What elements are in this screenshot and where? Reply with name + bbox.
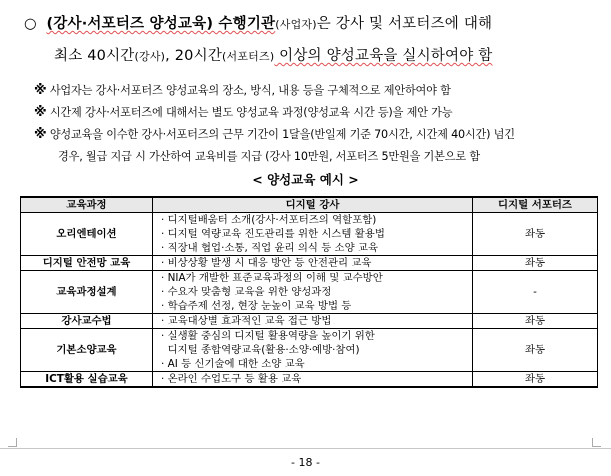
header-instructor: 디지털 강사: [153, 197, 473, 213]
row-content: [153, 314, 473, 329]
heading-part1-small: (사업자): [275, 18, 317, 31]
heading-line2-c: 이상의 양성교육을 실시하여야 함: [274, 48, 493, 64]
heading-part1: (강사·서포터즈 양성교육) 수행기관: [46, 16, 276, 32]
table-row: [21, 213, 598, 256]
content-item: · 온라인 수업도구 등 활용 교육: [161, 373, 302, 385]
header-supporter: 디지털 서포터즈: [473, 197, 598, 213]
content-item: · 디지털배움터 소개(강사·서포터즈의 역할포함): [161, 214, 377, 226]
heading-part1-tail: 은 강사 및 서포터즈에 대해: [316, 16, 493, 32]
row-content: [153, 271, 473, 314]
content-item: · 학습주제 선정, 현장 눈높이 교육 방법 등: [161, 300, 352, 312]
row-supporter: -: [473, 271, 598, 314]
note-3-cont: [58, 148, 480, 164]
note-mark: ※: [34, 127, 47, 142]
content-item: · AI 등 신기술에 대한 소양 교육: [161, 358, 305, 370]
education-table: [20, 196, 598, 388]
note-text: 양성교육을 이수한 강사·서포터즈의 근무 기간이 1달을(반일제 기준 70시간, 시간제 40시간) 넘긴: [49, 128, 515, 141]
row-content: [153, 256, 473, 271]
row-supporter: 좌동: [473, 329, 598, 372]
note-text: 사업자는 강사·서포터즈 양성교육의 장소, 방식, 내용 등을 구체적으로 제안하여야 함: [49, 84, 451, 97]
heading-line2-a: 최소 40시간: [54, 48, 135, 64]
note-text-cont: 경우, 월급 지급 시 가산하여 교육비를 지급 (강사 10만원, 서포터즈 5만원을 기본으로 함: [58, 150, 480, 163]
row-category: 교육과정설계: [21, 271, 153, 314]
content-item: 디지털 종합역량교육(활용·소양·예방·참여): [161, 344, 360, 356]
content-item: · 수요자 맞춤형 교육을 위한 양성과정: [161, 286, 332, 298]
table-row: [21, 329, 598, 372]
content-item: · 실생활 중심의 디지털 활용역량을 높이기 위한: [161, 330, 375, 342]
heading-bullet: ○: [24, 16, 37, 32]
row-category: 강사교수법: [21, 314, 153, 329]
row-content: [153, 213, 473, 256]
note-text: 시간제 강사·서포터즈에 대해서는 별도 양성교육 과정(양성교육 시간 등)을 제안 가능: [49, 106, 453, 119]
content-item: · NIA가 개발한 표준교육과정의 이해 및 교수방안: [161, 272, 383, 284]
row-category: 기본소양교육: [21, 329, 153, 372]
row-category: 디지털 안전망 교육: [21, 256, 153, 271]
row-content: [153, 372, 473, 388]
note-1: [34, 82, 451, 98]
crop-mark: [592, 438, 601, 447]
row-supporter: 좌동: [473, 314, 598, 329]
table-caption: < 양성교육 예시 >: [252, 172, 359, 187]
table-row: [21, 314, 598, 329]
content-item: · 교육대상별 효과적인 교육 접근 방법: [161, 315, 332, 327]
page-break-line: [0, 448, 611, 449]
table-row: [21, 256, 598, 271]
content-item: · 비상상황 발생 시 대응 방안 등 안전관리 교육: [161, 257, 372, 269]
note-2: [34, 104, 452, 120]
row-category: ICT활용 실습교육: [21, 372, 153, 388]
row-supporter: 좌동: [473, 213, 598, 256]
note-mark: ※: [34, 105, 47, 120]
row-content: [153, 329, 473, 372]
crop-mark: [8, 438, 17, 447]
table-row: [21, 372, 598, 388]
row-category: 오리엔테이션: [21, 213, 153, 256]
heading-line-1: [24, 12, 492, 33]
content-item: · 디지털 역량교육 진도관리를 위한 시스템 활용법: [161, 228, 385, 240]
table-header-row: [21, 197, 598, 213]
heading-line2-a-small: (강사): [134, 50, 166, 63]
row-supporter: 좌동: [473, 256, 598, 271]
note-mark: ※: [34, 83, 47, 98]
row-supporter: 좌동: [473, 372, 598, 388]
table-row: [21, 271, 598, 314]
heading-line-2: [54, 44, 492, 65]
heading-line2-b: , 20시간: [165, 48, 223, 64]
page-number: - 18 -: [291, 456, 320, 469]
note-3: [34, 126, 515, 142]
header-course: 교육과정: [21, 197, 153, 213]
content-item: · 직장내 협업·소통, 직업 윤리 의식 등 소양 교육: [161, 242, 379, 254]
heading-line2-b-small: (서포터즈): [222, 50, 275, 63]
